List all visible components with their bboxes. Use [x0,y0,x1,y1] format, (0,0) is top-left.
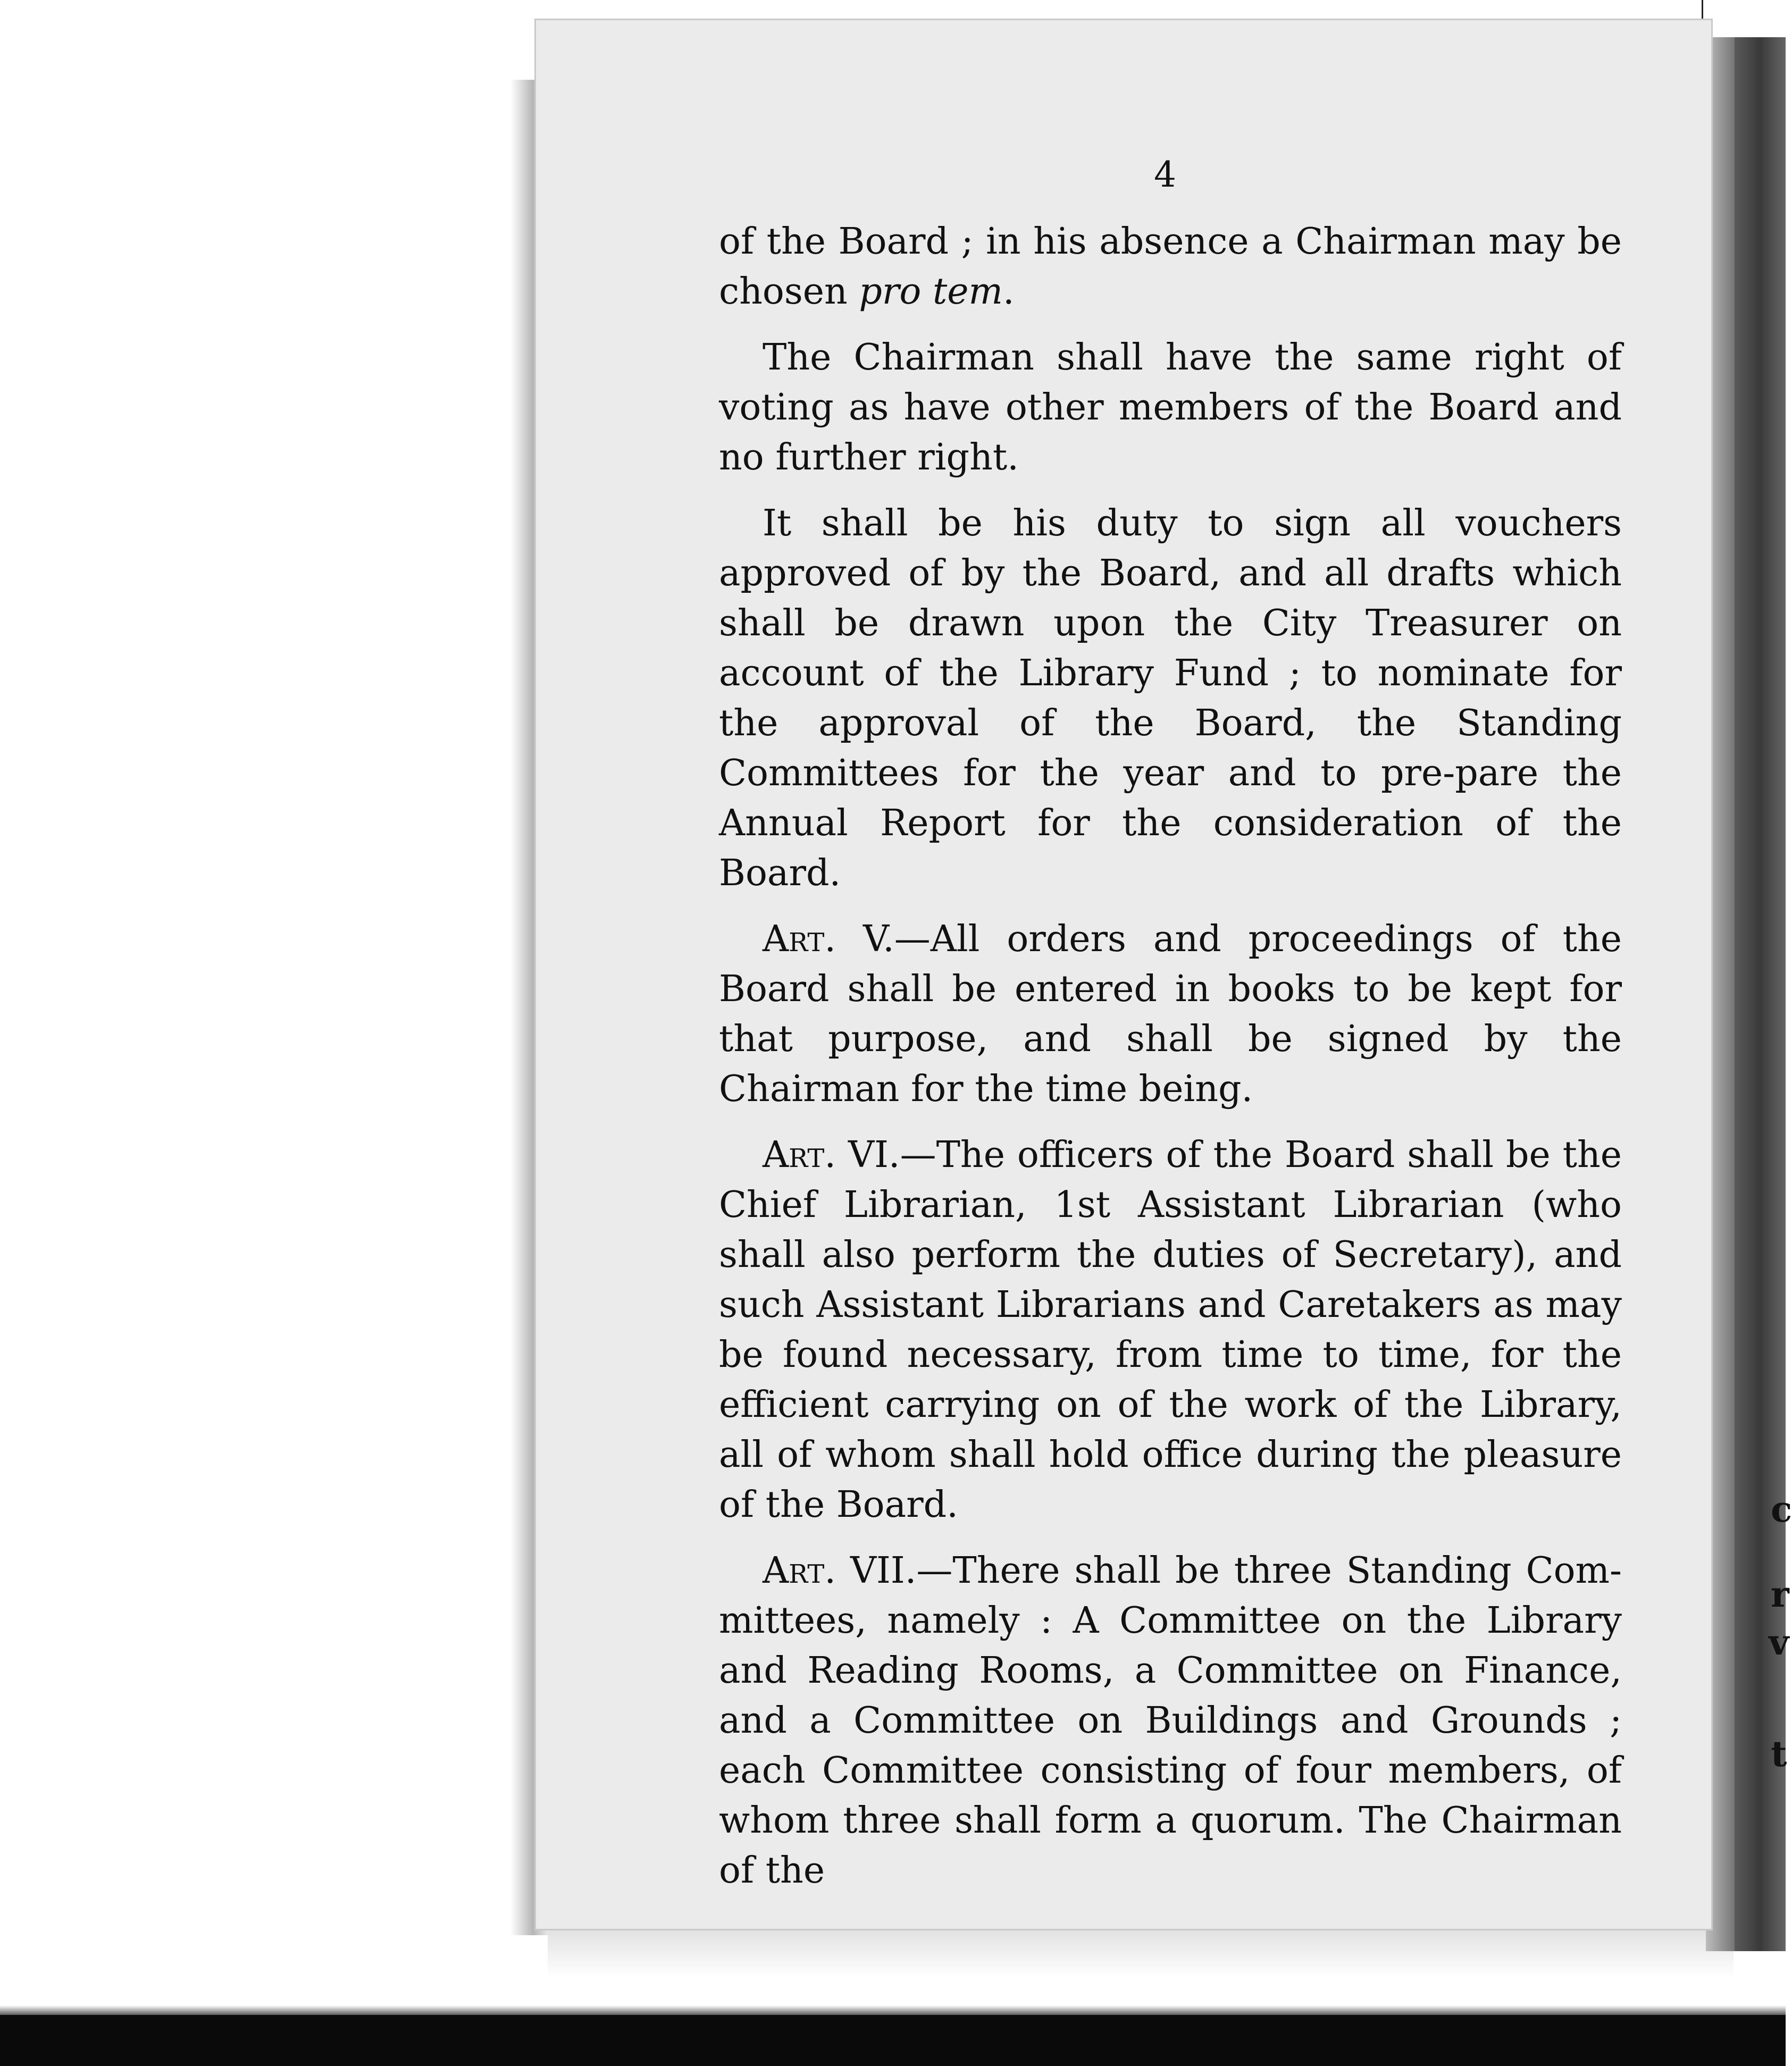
margin-mark: c [1771,1489,1792,1530]
page-text [719,217,1622,1896]
margin-mark: v [1769,1622,1789,1663]
article-7 [719,1546,1622,1896]
scan-backing-strip [0,2015,1786,2066]
margin-mark: t [1771,1733,1787,1775]
article-5-text: —All orders and proceedings of the Board shall be entered in books to be kept for that purpose, and shall be signed by the Chairman for the time being. [719,918,1622,1110]
book-spine [1735,37,1786,1951]
article-6-text: —The officers of the Board shall be the Chief Librarian, 1st Assistant Librarian (who shall also perform the duties of Secretary), and such Assistant Librarians and Caretakers as may be found necessary, from time to time, for the efficient carrying on of the work of the Library, all of whom shall hold office during the pleasure of the Board. [719,1134,1622,1526]
paragraph-chairman-voting: The Chairman shall have the same right of voting as have other members of the Board and no further right. [719,337,1622,478]
article-7-text: —There shall be three Standing Com-mittees, namely : A Committee on the Library and Reading Rooms, a Committee on Finance, and a Committee on Buildings and Grounds ; each Committee consisting of four members, of whom three shall form a quorum. The Chairman of the [719,1550,1622,1892]
page-number: 4 [1154,154,1176,195]
article-7-label: Art. VII. [763,1550,917,1592]
pro-tem-italic: pro tem [859,271,1003,313]
article-5 [719,914,1622,1114]
article-6 [719,1130,1622,1530]
paragraph-chairman-absence: of the Board ; in his absence a Chairman may be chosen pro tem. [719,221,1622,313]
margin-mark: r [1771,1574,1789,1615]
spine-top [1702,0,1787,37]
paragraph-chairman-duties: It shall be his duty to sign all vouchers approved of by the Board, and all drafts which shall be drawn upon the City Treasurer on account of the Library Fund ; to nominate for the approval of the Board, the Standing Committees for the year and to pre-pare the Annual Report for the consideration of the Board. [719,502,1622,894]
article-6-label: Art. VI. [763,1134,900,1176]
article-5-label: Art. V. [763,918,894,960]
